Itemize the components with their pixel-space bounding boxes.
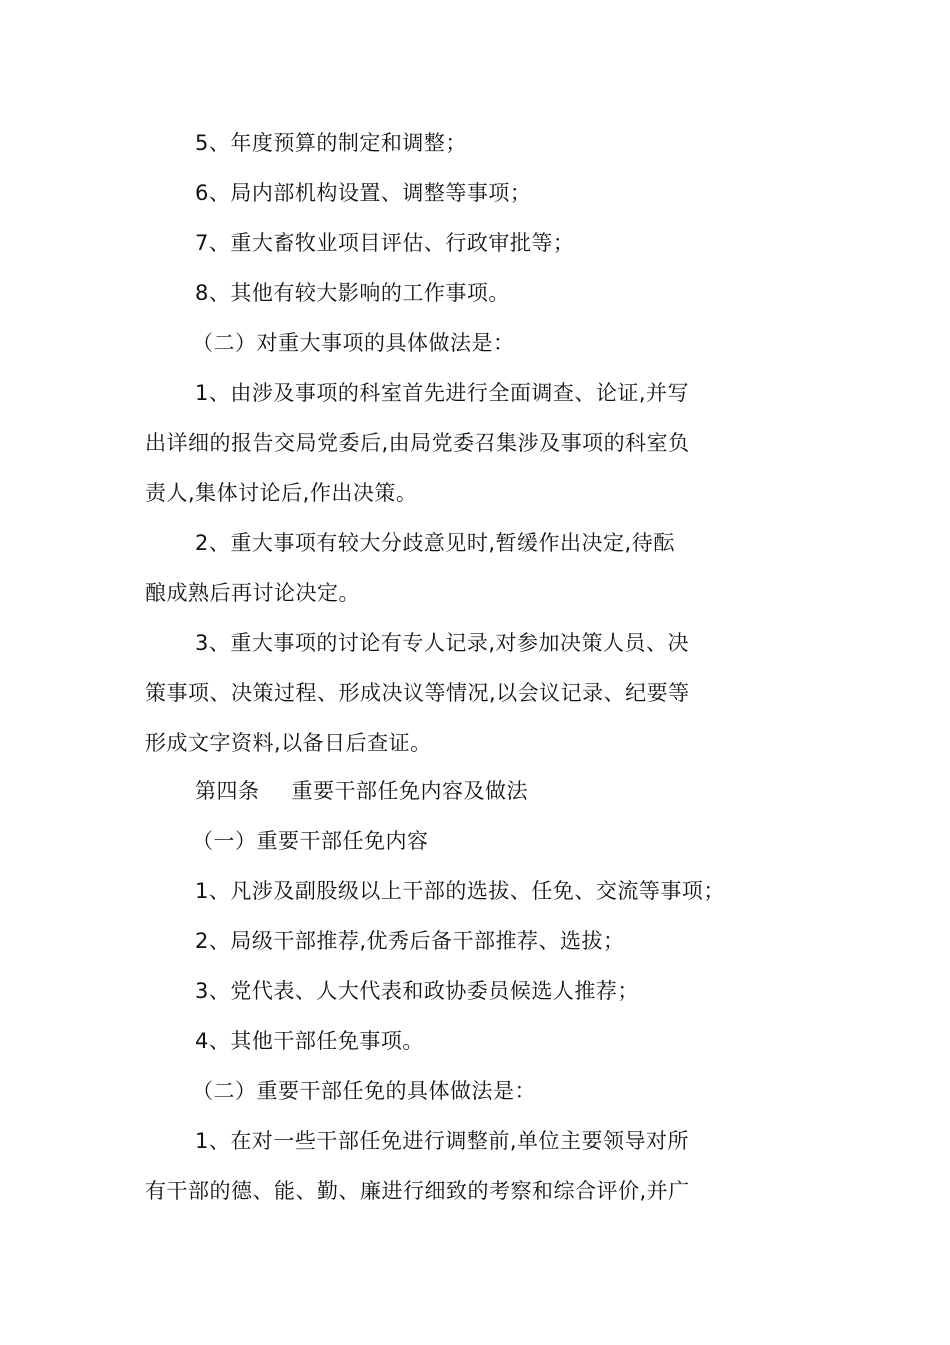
list-item-8: 8、其他有较大影响的工作事项。 xyxy=(195,281,510,305)
list-item-5: 5、年度预算的制定和调整； xyxy=(195,131,467,155)
paragraph-1-line-1: 1、由涉及事项的科室首先进行全面调查、论证,并写 xyxy=(195,381,690,405)
list-item-6: 6、局内部机构设置、调整等事项； xyxy=(195,181,532,205)
paragraph-2-line-2: 酿成熟后再讨论决定。 xyxy=(145,581,360,605)
appointment-item-2: 2、局级干部推荐,优秀后备干部推荐、选拔； xyxy=(195,929,625,953)
paragraph-2-line-1: 2、重大事项有较大分歧意见时,暂缓作出决定,待酝 xyxy=(195,531,675,555)
paragraph-3-line-1: 3、重大事项的讨论有专人记录,对参加决策人员、决 xyxy=(195,631,690,655)
article-heading xyxy=(195,776,528,806)
list-item-7: 7、重大畜牧业项目评估、行政审批等； xyxy=(195,231,575,255)
article-title: 重要干部任免内容及做法 xyxy=(291,779,528,803)
paragraph-1-line-3: 责人,集体讨论后,作出决策。 xyxy=(145,481,418,505)
paragraph-1-line-2: 出详细的报告交局党委后,由局党委召集涉及事项的科室负 xyxy=(145,431,690,455)
paragraph-3-line-3: 形成文字资料,以备日后查证。 xyxy=(145,731,432,755)
appointment-item-4: 4、其他干部任免事项。 xyxy=(195,1029,424,1053)
section-heading-appointment-practice: （二）重要干部任免的具体做法是： xyxy=(192,1079,536,1103)
article-number: 第四条 xyxy=(195,779,260,803)
appointment-paragraph-line-2: 有干部的德、能、勤、廉进行细致的考察和综合评价,并广 xyxy=(145,1179,690,1203)
section-heading-practice: （二）对重大事项的具体做法是： xyxy=(192,331,515,355)
section-heading-content: （一）重要干部任免内容 xyxy=(192,829,429,853)
appointment-item-1: 1、凡涉及副股级以上干部的选拔、任免、交流等事项； xyxy=(195,879,725,903)
appointment-item-3: 3、党代表、人大代表和政协委员候选人推荐； xyxy=(195,979,639,1003)
paragraph-3-line-2: 策事项、决策过程、形成决议等情况,以会议记录、纪要等 xyxy=(145,681,690,705)
appointment-paragraph-line-1: 1、在对一些干部任免进行调整前,单位主要领导对所 xyxy=(195,1129,690,1153)
